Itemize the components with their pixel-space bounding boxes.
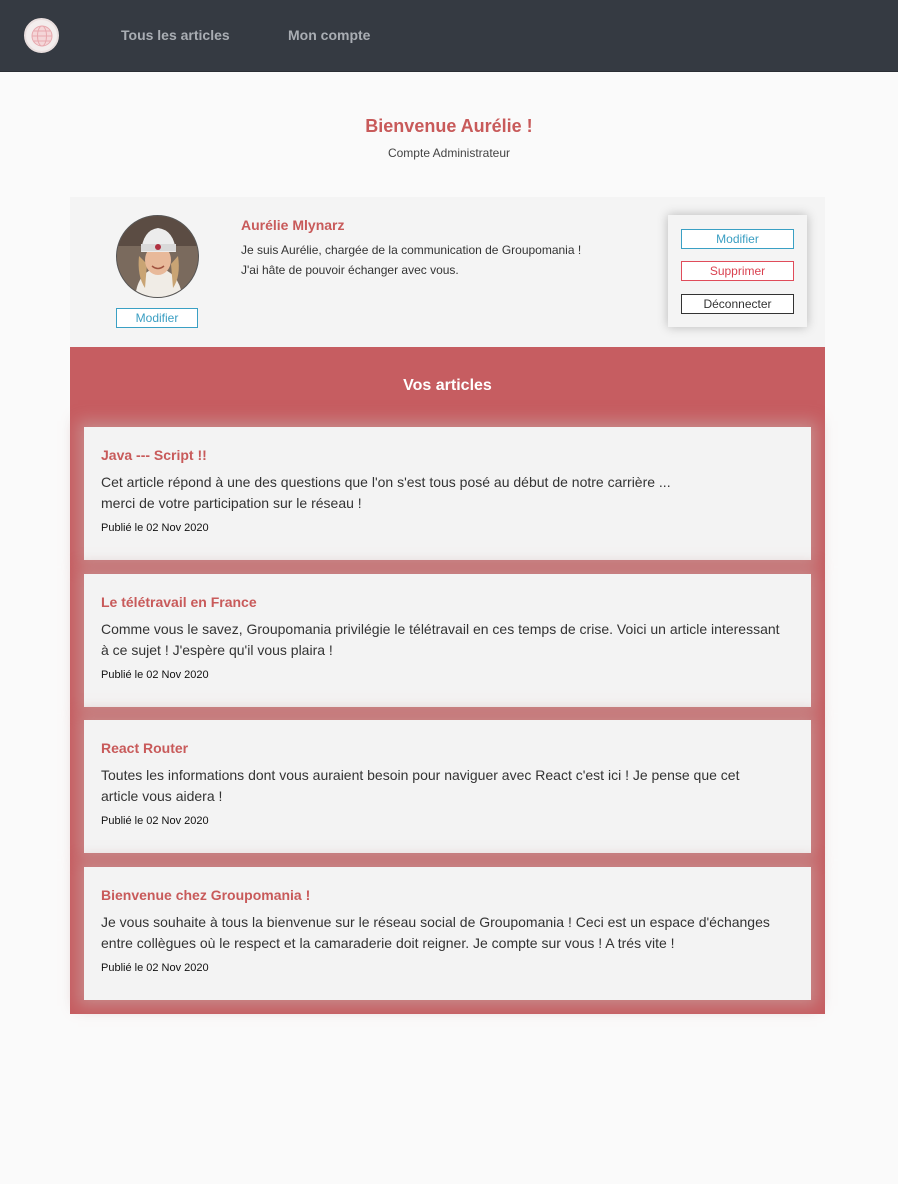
article-excerpt-line: Je vous souhaite à tous la bienvenue sur le réseau social de Groupomania ! Ceci est un espace d'échanges [101,914,770,930]
article-card[interactable] [84,574,811,707]
article-excerpt-line: Comme vous le savez, Groupomania privilégie le télétravail en ces temps de crise. Voici un article interessant [101,621,780,637]
article-excerpt [101,765,801,807]
edit-avatar-button[interactable]: Modifier [116,308,198,328]
article-card[interactable] [84,720,811,853]
article-excerpt-line: Toutes les informations dont vous auraient besoin pour naviguer avec React c'est ici ! Je pense que cet [101,767,740,783]
article-excerpt-line: à ce sujet ! J'espère qu'il vous plaira ! [101,642,333,658]
globe-logo-icon[interactable] [24,18,59,53]
profile-name: Aurélie Mlynarz [241,217,345,233]
article-date: Publié le 02 Nov 2020 [101,522,209,534]
top-navbar [0,0,898,72]
article-date: Publié le 02 Nov 2020 [101,669,209,681]
articles-section [70,347,825,1014]
article-card[interactable] [84,867,811,1000]
logout-button[interactable]: Déconnecter [681,294,794,314]
delete-account-button[interactable]: Supprimer [681,261,794,281]
account-actions-box [668,215,807,327]
welcome-title: Bienvenue Aurélie ! [365,116,533,136]
article-excerpt-line: article vous aidera ! [101,788,223,804]
profile-bio-line: Je suis Aurélie, chargée de la communication de Groupomania ! [241,243,582,257]
profile-bio-line: J'ai hâte de pouvoir échanger avec vous. [241,263,459,277]
article-excerpt-line: entre collègues où le respect et la camaraderie doit reigner. Je compte sur vous ! A trés vite ! [101,935,675,951]
articles-section-title: Vos articles [403,377,492,394]
account-role: Compte Administrateur [387,146,511,160]
article-excerpt-line: Cet article répond à une des questions que l'on s'est tous posé au début de notre carrière ... [101,474,671,490]
article-excerpt [101,472,801,514]
article-date: Publié le 02 Nov 2020 [101,815,209,827]
article-excerpt [101,912,801,954]
nav-link-all-articles[interactable]: Tous les articles [121,27,230,43]
profile-bio [241,240,581,280]
article-title[interactable]: React Router [101,740,189,756]
profile-panel [70,197,825,347]
article-title[interactable]: Bienvenue chez Groupomania ! [101,887,311,903]
article-excerpt-line: merci de votre participation sur le réseau ! [101,495,362,511]
article-date: Publié le 02 Nov 2020 [101,962,209,974]
article-title[interactable]: Le télétravail en France [101,594,257,610]
edit-account-button[interactable]: Modifier [681,229,794,249]
article-title[interactable]: Java --- Script !! [101,447,207,463]
article-excerpt [101,619,801,661]
nav-link-my-account[interactable]: Mon compte [288,27,371,43]
avatar [116,215,199,298]
article-card[interactable] [84,427,811,560]
